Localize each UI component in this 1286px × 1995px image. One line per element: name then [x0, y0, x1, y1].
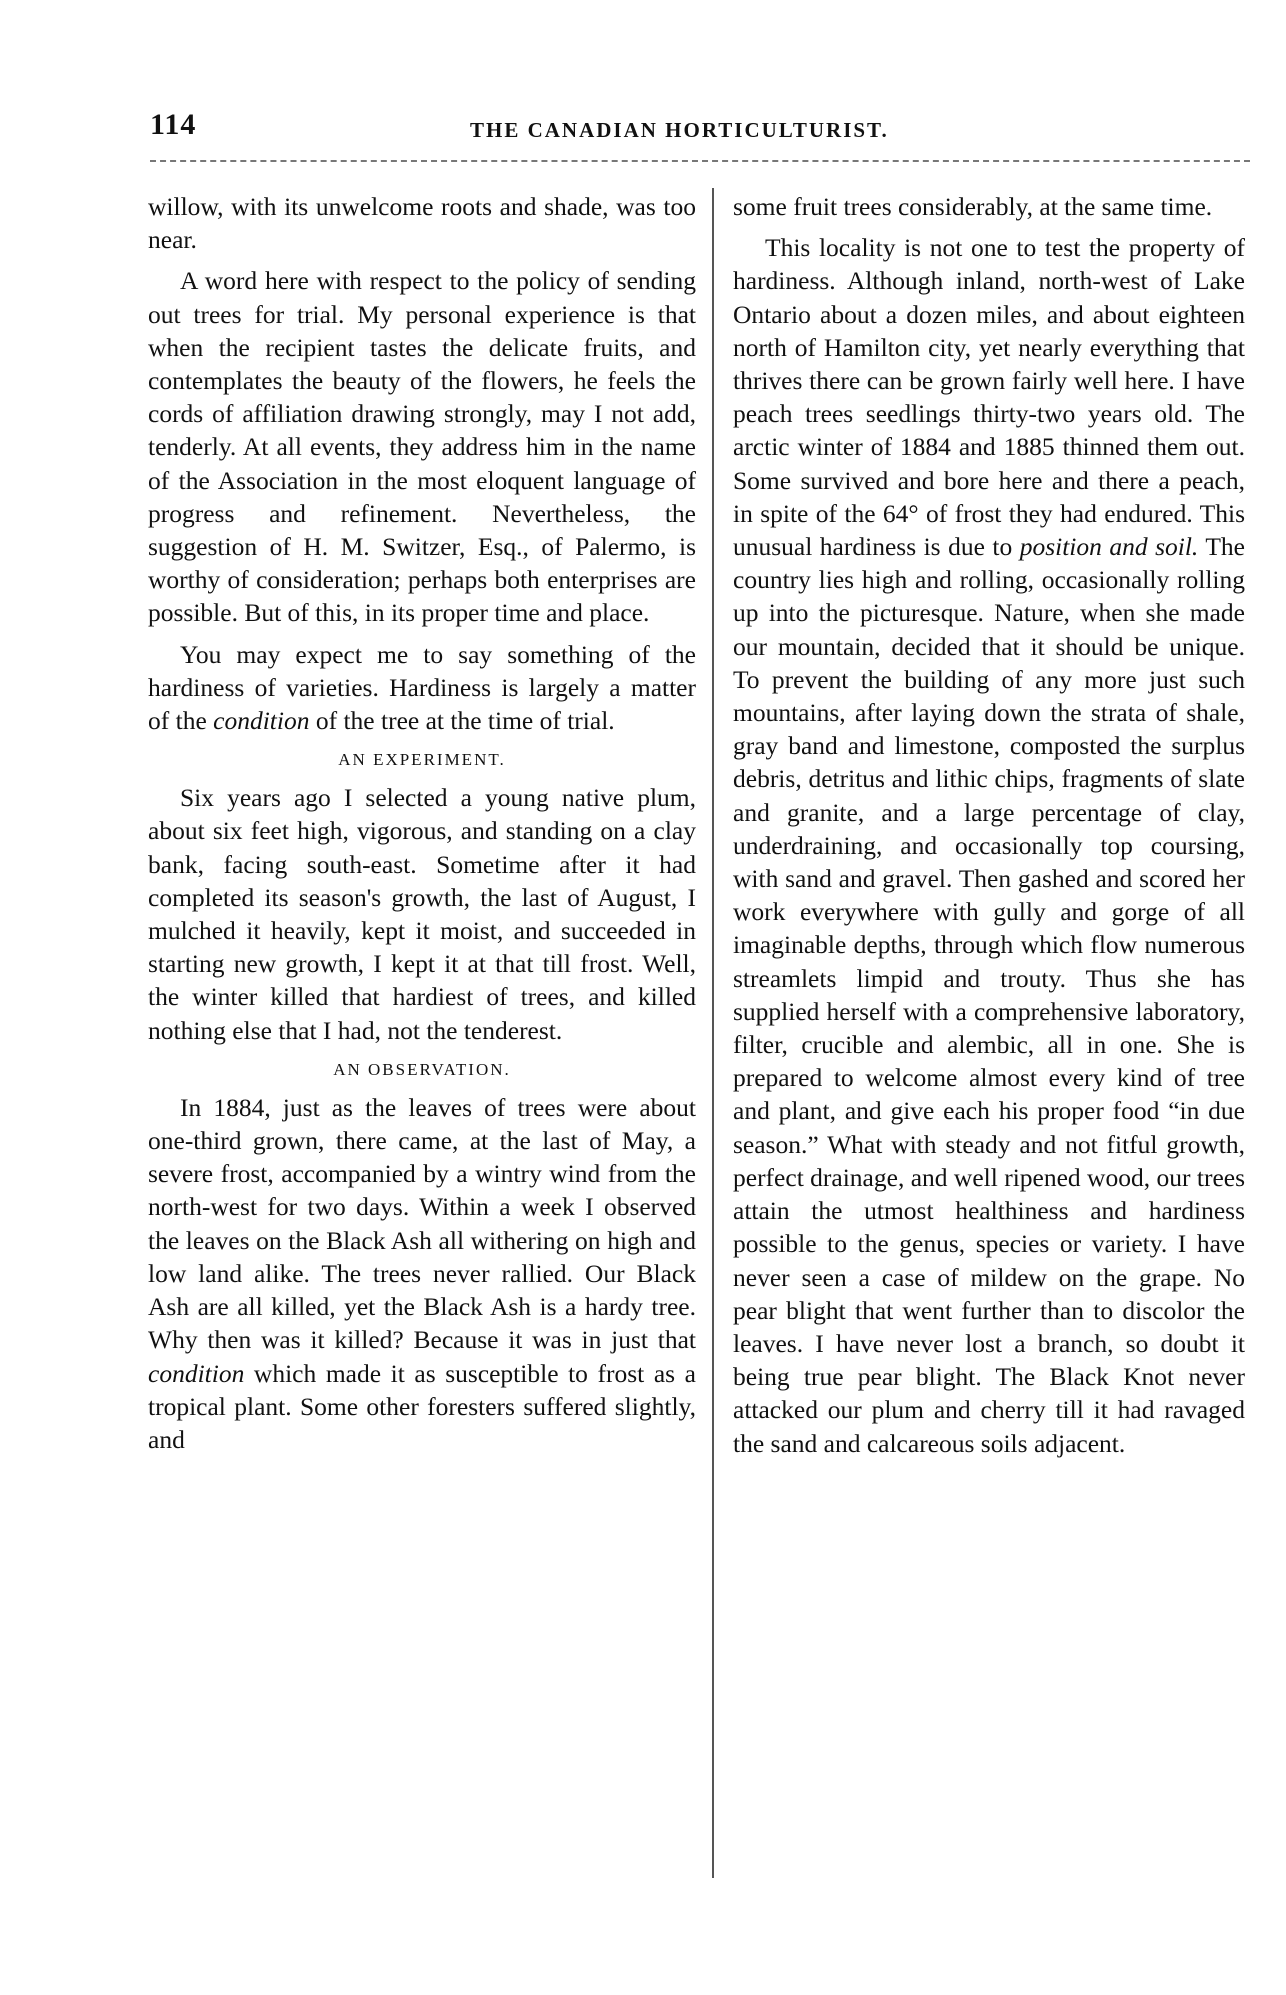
emphasis-condition: condition	[213, 706, 310, 736]
left-paragraph-2: A word here with respect to the policy of sending out trees for trial. My personal experience is that when the recipient tastes the delicate fruits, and contemplates the beauty of the flowers, he feels the cords of affiliation drawing strongly, may I not add, tenderly. At all events, they address him in the name of the Association in the most eloquent language of progress and refinement. Nevertheless, the suggestion of H. M. Switzer, Esq., of Palermo, is worthy of consideration; perhaps both enterprises are possible. But of this, in its proper time and place.	[148, 266, 696, 628]
emphasis-position-and-soil: position and soil.	[1019, 532, 1199, 562]
left-paragraph-3	[148, 638, 696, 738]
left-paragraph-4: Six years ago I selected a young native plum, about six feet high, vigorous, and standing on a clay bank, facing south-east. Sometime after it had completed its season's growth, the last of August, I mulched it heavily, kept it moist, and succeeded in starting new growth, I kept it at that till frost. Well, the winter killed that hardiest of trees, and killed nothing else that I had, not the tenderest.	[148, 783, 696, 1045]
right-column	[733, 190, 1245, 1460]
left-paragraph-3-text-a: You may expect me to say something of the hardiness of varieties. Hardiness is largely a matter of the	[148, 639, 696, 736]
emphasis-condition-2: condition	[148, 1358, 245, 1388]
left-paragraph-1: willow, with its unwelcome roots and shade, was too near.	[148, 192, 696, 255]
right-paragraph-1: some fruit trees considerably, at the same time.	[733, 192, 1213, 221]
left-paragraph-5-text-a: In 1884, just as the leaves of trees were about one-third grown, there came, at the last of May, a severe frost, accompanied by a wintry wind from the north-west for two days. Within a week I observed the leaves on the Black Ash all withering on high and low land alike. The trees never rallied. Our Black Ash are all killed, yet the Black Ash is a hardy tree. Why then was it killed? Because it was in just that	[148, 1092, 696, 1355]
left-paragraph-5-text-b: which made it as susceptible to frost as a tropical plant. Some other foresters suffered slightly, and	[148, 1358, 696, 1454]
header-rule	[150, 160, 1250, 162]
left-paragraph-3-text-b: of the tree at the time of trial.	[309, 706, 615, 736]
column-divider	[712, 188, 714, 1878]
right-paragraph-2	[733, 231, 1245, 1460]
right-paragraph-2-text-b: The country lies high and rolling, occasionally rolling up into the picturesque. Nature, when she made our mountain, decided that it should be unique. To prevent the building of any more just such mountains, after laying down the strata of shale, gray band and limestone, composted the surplus debris, detritus and lithic chips, fragments of slate and granite, and a large percentage of clay, underdraining, and occasionally top coursing, with sand and gravel. Then gashed and scored her work everywhere with gully and gorge of all imaginable depths, through which flow numerous streamlets limpid and trouty. Thus she has supplied herself with a comprehensive laboratory, filter, crucible and alembic, all in one. She is prepared to welcome almost every kind of tree and plant, and give each his proper food “in due season.” What with steady and not fitful growth, perfect drainage, and well ripened wood, our trees attain the utmost healthiness and hardiness possible to the genus, species or variety. I have never seen a case of mildew on the grape. No pear blight that went further than to discolor the leaves. I have never lost a branch, so doubt it being true pear blight. The Black Knot never attacked our plum and cherry till it had ravaged the sand and calcareous soils adjacent.	[733, 532, 1245, 1458]
left-column	[148, 190, 696, 1456]
heading-experiment: AN EXPERIMENT.	[338, 750, 506, 770]
heading-observation: AN OBSERVATION.	[333, 1059, 511, 1079]
left-paragraph-5	[148, 1091, 696, 1456]
running-head: THE CANADIAN HORTICULTURIST.	[470, 118, 889, 142]
page-number: 114	[150, 108, 197, 141]
right-paragraph-2-text-a: This locality is not one to test the property of hardiness. Although inland, north-west of Lake Ontario about a dozen miles, and about eighteen north of Hamilton city, yet nearly everything that thrives there can be grown fairly well here. I have peach trees seedlings thirty-two years old. The arctic winter of 1884 and 1885 thinned them out. Some survived and bore here and there a peach, in spite of the 64° of frost they had endured. This unusual hardiness is due to	[733, 233, 1245, 562]
